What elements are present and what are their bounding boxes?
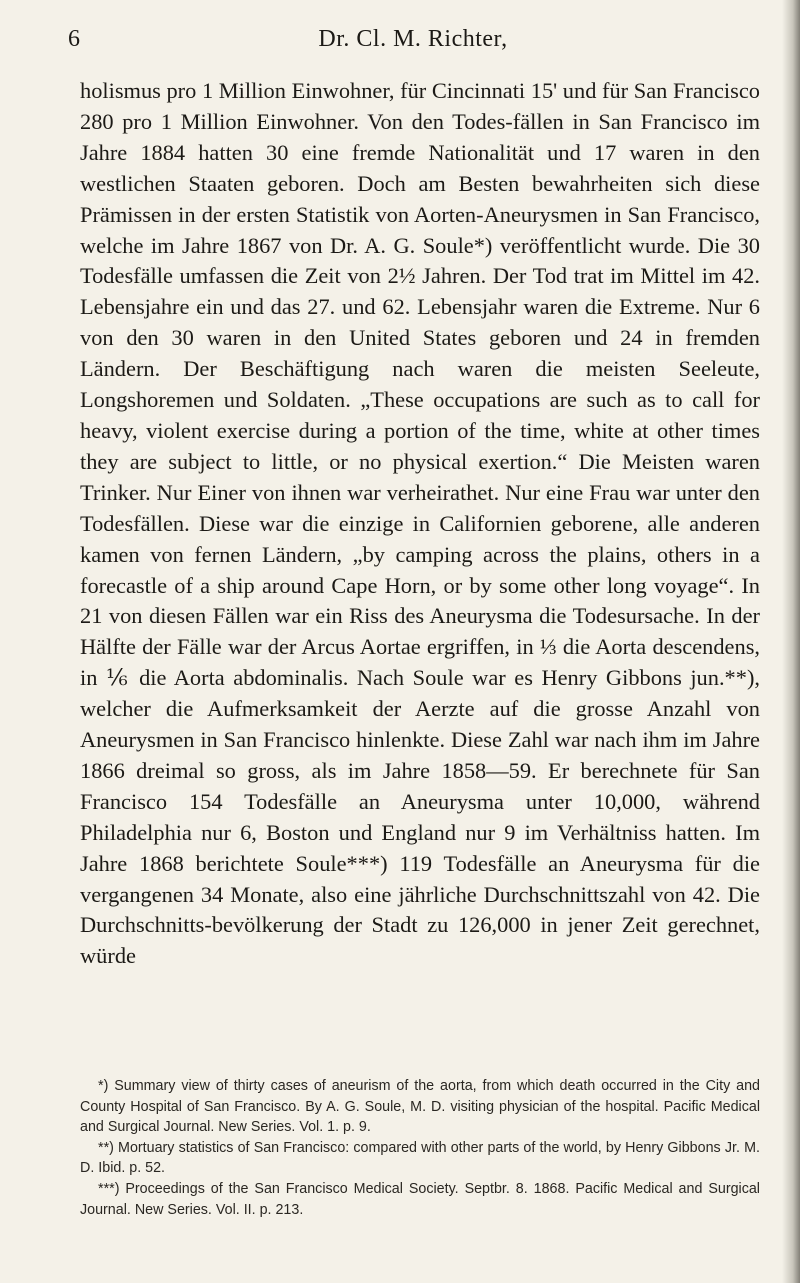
footnotes	[80, 1076, 760, 1220]
running-head: Dr. Cl. M. Richter,	[318, 26, 508, 52]
page-edge-shadow	[782, 0, 800, 1283]
body-paragraph: holismus pro 1 Million Einwohner, für Cincinnati 15' und für San Francisco 280 pro 1 Million Einwohner. Von den Todes-fällen in San Francisco im Jahre 1884 hatten 30 eine fremde Nationalität und 17 waren in den westlichen Staaten geboren. Doch am Besten bewahrheiten sich diese Prämissen in der ersten Statistik von Aorten-Aneurysmen in San Francisco, welche im Jahre 1867 von Dr. A. G. Soule*) veröffentlicht wurde. Die 30 Todesfälle umfassen die Zeit von 2½ Jahren. Der Tod trat im Mittel im 42. Lebensjahre ein und das 27. und 62. Lebensjahr waren die Extreme. Nur 6 von den 30 waren in den United States geboren und 24 in fremden Ländern. Der Beschäftigung nach waren die meisten Seeleute, Longshoremen und Soldaten. „These occupations are such as to call for heavy, violent exercise during a portion of the time, white at other times they are subject to little, or no physical exertion.“ Die Meisten waren Trinker. Nur Einer von ihnen war verheirathet. Nur eine Frau war unter den Todesfällen. Diese war die einzige in Californien geborene, alle anderen kamen von fernen Ländern, „by camping across the plains, others in a forecastle of a ship around Cape Horn, or by some other long voyage“. In 21 von diesen Fällen war ein Riss des Aneurysma die Todesursache. In der Hälfte der Fälle war der Arcus Aortae ergriffen, in ⅓ die Aorta descendens, in ⅙ die Aorta abdominalis. Nach Soule war es Henry Gibbons jun.**), welcher die Aufmerksamkeit der Aerzte auf die grosse Anzahl von Aneurysmen in San Francisco hinlenkte. Diese Zahl war nach ihm im Jahre 1866 dreimal so gross, als im Jahre 1858—59. Er berechnete für San Francisco 154 Todesfälle an Aneurysma unter 10,000, während Philadelphia nur 6, Boston und England nur 9 im Verhältniss hatten. Im Jahre 1868 berichtete Soule***) 119 Todesfälle an Aneurysma für die vergangenen 34 Monate, also eine jährliche Durchschnittszahl von 42. Die Durchschnitts-bevölkerung der Stadt zu 126,000 in jener Zeit gerechnet, würde	[80, 78, 760, 969]
page-header	[68, 26, 758, 56]
body-text	[80, 76, 760, 972]
page-number: 6	[68, 26, 80, 52]
footnote-3: ***) Proceedings of the San Francisco Medical Society. Septbr. 8. 1868. Pacific Medical and Surgical Journal. New Series. Vol. II. p. 213.	[80, 1180, 760, 1218]
footnote-1: *) Summary view of thirty cases of aneurism of the aorta, from which death occurred in the City and County Hospital of San Francisco. By A. G. Soule, M. D. visiting physician of the hospital. Pacific Medical and Surgical Journal. New Series. Vol. 1. p. 9.	[80, 1078, 760, 1136]
footnote-2: **) Mortuary statistics of San Francisco: compared with other parts of the world, by Henry Gibbons Jr. M. D. Ibid. p. 52.	[80, 1139, 760, 1177]
